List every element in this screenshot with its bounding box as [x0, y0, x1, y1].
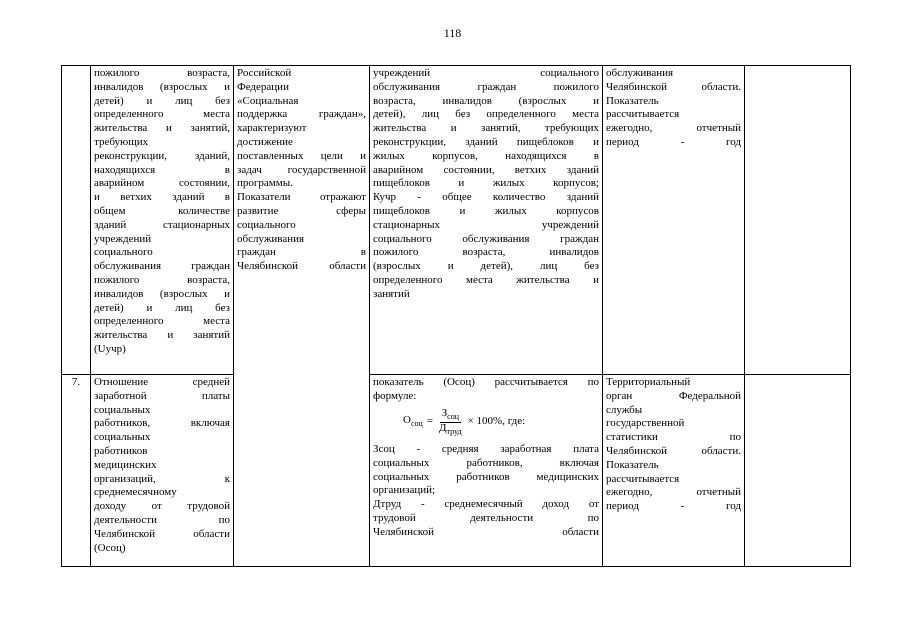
text-line: службы: [606, 403, 643, 416]
text-line: пожилого возраста,: [94, 67, 230, 79]
text-line: зданий стационарных: [94, 218, 230, 231]
text-line: работников: [94, 444, 148, 457]
empty-cell: [745, 66, 851, 375]
text-line: обслуживания граждан: [94, 260, 230, 273]
text-line: возраста, инвалидов (взрослых и: [373, 94, 599, 107]
text-line: Челябинской области.: [606, 444, 741, 457]
text-line: Челябинской области: [373, 525, 599, 538]
text-line: детей) и лиц без: [94, 301, 230, 314]
method-cell: [370, 66, 603, 375]
empty-cell: [745, 375, 851, 567]
formula-numerator: $З_{соц}$: [441, 406, 459, 421]
text-line: Кучр - общее количество зданий: [373, 191, 599, 204]
text-line: задач государственной: [237, 163, 366, 176]
text-line: Челябинской области: [94, 527, 230, 540]
text-line: заработной платы: [94, 389, 230, 402]
text-line: учреждений: [94, 232, 152, 245]
text-line: определенного места: [94, 315, 230, 328]
text-line: пожилого возраста, инвалидов: [373, 246, 599, 259]
text-line: государственной: [606, 417, 685, 430]
text-line: деятельности по: [94, 513, 230, 526]
text-line: работников, включая: [94, 417, 230, 430]
text-line: рассчитывается: [606, 108, 680, 121]
method-intro: [373, 376, 599, 404]
text-line: организаций;: [373, 484, 436, 497]
text-line: ежегодно, отчетный: [606, 486, 741, 499]
text-line: достижение: [237, 135, 293, 148]
source-cell: [603, 375, 745, 567]
text-line: пищеблоков и жилых корпусов;: [373, 177, 599, 190]
indicator-cell: [91, 66, 234, 375]
indicator-cell: [91, 375, 234, 567]
text-line: детей), лиц без определенного места: [373, 108, 599, 121]
text-line: находящихся в: [94, 163, 230, 176]
text-line: инвалидов (взрослых и: [94, 80, 230, 93]
text-line: Показатель: [606, 458, 659, 471]
text-line: статистики по: [606, 431, 741, 444]
text-line: социального: [94, 246, 153, 259]
text-line: Показатель: [606, 94, 659, 107]
text-line: показатель (Осоц) рассчитывается по: [373, 376, 599, 388]
text-line: жительства и занятий, требующих: [373, 122, 599, 135]
text-line: общем количестве: [94, 204, 230, 217]
text-line: Зсоц - средняя заработная плата: [373, 442, 599, 455]
text-line: ежегодно, отчетный: [606, 122, 741, 135]
text-line: граждан в: [237, 246, 366, 259]
text-line: поставленных цели и: [237, 149, 366, 162]
row-number-cell: [62, 66, 91, 375]
text-line: период - год: [606, 500, 741, 513]
program-cell: [234, 66, 370, 567]
formula-lhs: $О_{соц}$: [403, 413, 423, 428]
text-line: жительства и занятий,: [94, 122, 230, 135]
indicators-table: [61, 65, 851, 567]
text-line: жительства и занятий: [94, 329, 230, 342]
page-number: 118: [443, 26, 462, 40]
text-line: и ветхих зданий в: [94, 191, 230, 204]
text-line: трудовой деятельности по: [373, 511, 599, 524]
text-line: Федерации: [237, 80, 289, 93]
text-line: учреждений социального: [373, 67, 599, 79]
text-line: «Социальная: [237, 94, 299, 107]
method-definitions: [373, 443, 599, 540]
text-line: Территориальный: [606, 376, 691, 388]
formula: [403, 408, 599, 437]
text-line: определенного места жительства и: [373, 273, 599, 286]
text-line: занятий: [373, 287, 410, 300]
text-line: аварийном состоянии,: [94, 177, 230, 190]
text-line: рассчитывается: [606, 472, 680, 485]
formula-denominator: $Д_{труд}$: [439, 421, 462, 436]
text-line: среднемесячному: [94, 486, 177, 499]
text-line: обслуживания граждан пожилого: [373, 80, 599, 93]
text-line: орган Федеральной: [606, 389, 741, 402]
text-line: реконструкции, зданий пищеблоков и: [373, 135, 599, 148]
text-line: формуле:: [373, 389, 417, 402]
text-line: Отношение средней: [94, 376, 230, 388]
row-number-cell: 7.: [62, 375, 91, 567]
text-line: Челябинской области: [237, 260, 366, 273]
text-line: пожилого возраста,: [94, 273, 230, 286]
text-line: характеризуют: [237, 122, 307, 135]
text-line: социального: [237, 218, 296, 231]
text-line: социальных: [94, 403, 151, 416]
text-line: стационарных учреждений: [373, 218, 599, 231]
formula-eq: =: [426, 415, 434, 428]
text-line: Дтруд - среднемесячный доход от: [373, 498, 599, 511]
text-line: доходу от трудовой: [94, 500, 230, 513]
text-line: организаций, к: [94, 472, 230, 485]
text-line: социальных: [94, 431, 151, 444]
method-cell: [370, 375, 603, 567]
text-line: Российской: [237, 67, 292, 79]
text-line: определенного места: [94, 108, 230, 121]
text-line: инвалидов (взрослых и: [94, 287, 230, 300]
text-line: детей) и лиц без: [94, 94, 230, 107]
table-row: [62, 66, 851, 375]
text-line: Показатели отражают: [237, 191, 366, 204]
text-line: социального обслуживания граждан: [373, 232, 599, 245]
table-row: [62, 375, 851, 567]
text-line: пищеблоков и жилых корпусов: [373, 204, 599, 217]
formula-fraction: [437, 408, 464, 437]
text-line: (Осоц): [94, 541, 126, 554]
text-line: аварийном состоянии, ветхих зданий: [373, 163, 599, 176]
text-line: реконструкции, зданий,: [94, 149, 230, 162]
text-line: медицинских: [94, 458, 157, 471]
text-line: развитие сферы: [237, 204, 366, 217]
source-cell: [603, 66, 745, 375]
text-line: поддержка граждан»,: [237, 108, 366, 121]
text-line: (взрослых и детей), лиц без: [373, 260, 599, 273]
text-line: социальных работников медицинских: [373, 470, 599, 483]
text-line: Челябинской области.: [606, 80, 741, 93]
formula-tail: × 100%, где:: [467, 415, 526, 428]
text-line: обслуживания: [606, 67, 674, 79]
text-line: обслуживания: [237, 232, 305, 245]
text-line: требующих: [94, 135, 149, 148]
text-line: (Uучр): [94, 342, 126, 355]
text-line: жилых корпусов, находящихся в: [373, 149, 599, 162]
text-line: социальных работников, включая: [373, 456, 599, 469]
text-line: период - год: [606, 135, 741, 148]
text-line: программы.: [237, 177, 293, 190]
